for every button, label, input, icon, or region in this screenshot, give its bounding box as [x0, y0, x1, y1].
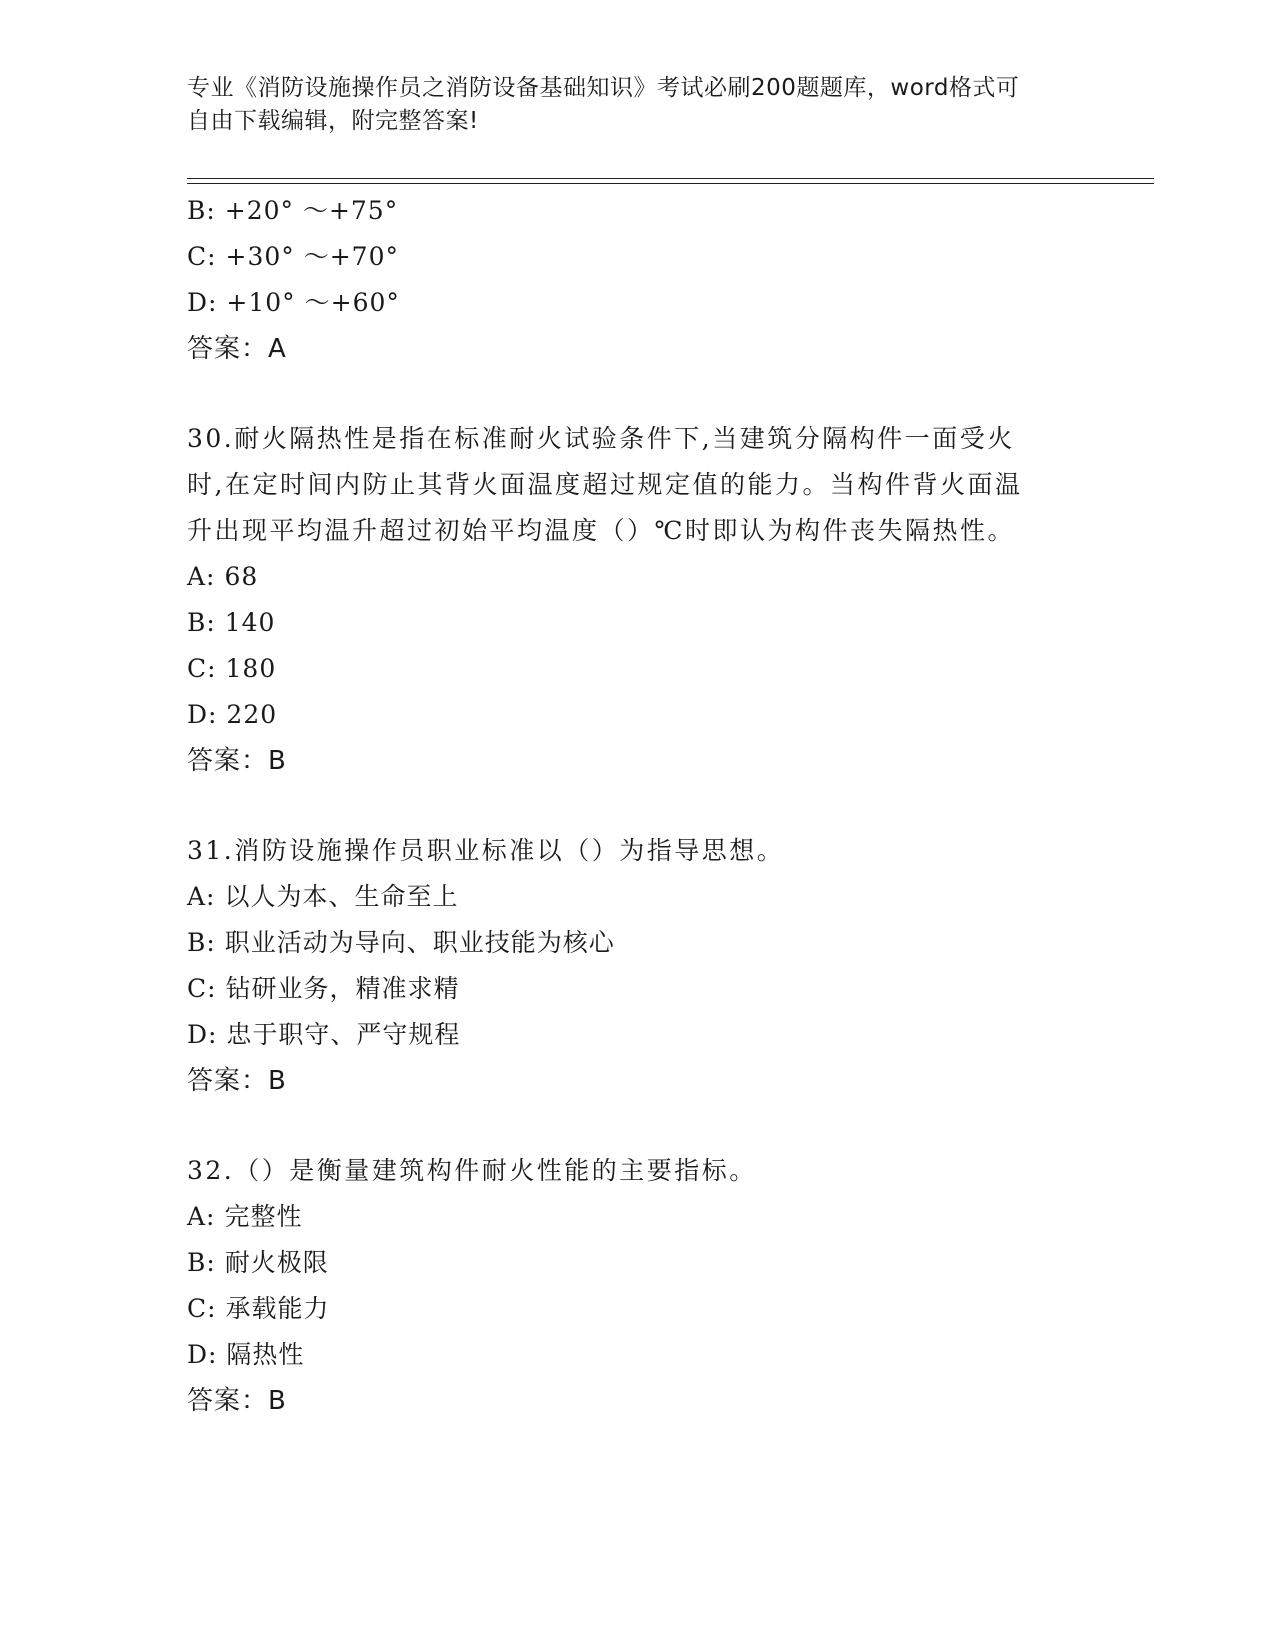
option-c — [187, 1286, 1087, 1332]
answer-line: 答案：B — [187, 746, 287, 776]
option-text: 140 — [224, 608, 276, 637]
question-block-30 — [187, 416, 1087, 784]
question-block-31 — [187, 828, 1087, 1104]
option-c — [187, 966, 1087, 1012]
option-b — [187, 920, 1087, 966]
header-line-2: 自由下载编辑，附完整答案! — [187, 108, 479, 134]
header-line-1: 专业《消防设施操作员之消防设备基础知识》考试必刷200题题库，word格式可 — [187, 75, 1020, 101]
option-text: 68 — [224, 562, 259, 591]
option-label: D: — [187, 700, 218, 729]
option-text: +20° ～+75° — [224, 196, 399, 225]
option-text: 钻研业务，精准求精 — [225, 974, 460, 1003]
option-label: D: — [187, 1340, 218, 1369]
option-label: D: — [187, 288, 218, 317]
option-a — [187, 874, 1087, 920]
option-text: 耐火极限 — [224, 1248, 329, 1277]
option-text: +10° ～+60° — [226, 288, 400, 317]
question-block-prev — [187, 188, 1087, 372]
answer-line: 答案：B — [187, 1386, 287, 1416]
answer-line: 答案：B — [187, 1066, 287, 1096]
stem-line: 32.（）是衡量建筑构件耐火性能的主要指标。 — [187, 1156, 757, 1185]
question-stem — [187, 416, 1087, 554]
option-label: C: — [187, 654, 217, 683]
option-b — [187, 1240, 1087, 1286]
option-b — [187, 188, 1087, 234]
option-label: A: — [187, 882, 216, 911]
answer-line: 答案：A — [187, 334, 287, 364]
option-label: C: — [187, 1294, 217, 1323]
question-stem — [187, 1148, 1087, 1194]
option-d — [187, 1012, 1087, 1058]
option-text: 承载能力 — [225, 1294, 330, 1323]
question-stem — [187, 828, 1087, 874]
stem-line: 升出现平均温升超过初始平均温度（）℃时即认为构件丧失隔热性。 — [187, 516, 1015, 545]
option-text: +30° ～+70° — [225, 242, 399, 271]
option-label: B: — [187, 196, 216, 225]
option-text: 隔热性 — [226, 1340, 305, 1369]
stem-line: 时,在定时间内防止其背火面温度超过规定值的能力。当构件背火面温 — [187, 470, 1023, 499]
option-b — [187, 600, 1087, 646]
option-label: B: — [187, 608, 216, 637]
option-label: B: — [187, 1248, 216, 1277]
option-label: A: — [187, 562, 216, 591]
header-divider-bottom — [187, 183, 1154, 184]
question-block-32 — [187, 1148, 1087, 1424]
option-text: 180 — [225, 654, 277, 683]
document-header — [187, 72, 1087, 138]
option-label: C: — [187, 242, 217, 271]
stem-line: 31.消防设施操作员职业标准以（）为指导思想。 — [187, 836, 785, 865]
option-text: 以人为本、生命至上 — [224, 882, 459, 911]
stem-line: 30.耐火隔热性是指在标准耐火试验条件下,当建筑分隔构件一面受火 — [187, 424, 1015, 453]
option-label: B: — [187, 928, 216, 957]
option-label: A: — [187, 1202, 216, 1231]
option-d — [187, 1332, 1087, 1378]
option-a — [187, 1194, 1087, 1240]
option-c — [187, 234, 1087, 280]
option-a — [187, 554, 1087, 600]
option-d — [187, 280, 1087, 326]
option-d — [187, 692, 1087, 738]
option-text: 220 — [226, 700, 278, 729]
option-text: 完整性 — [224, 1202, 303, 1231]
option-label: C: — [187, 974, 217, 1003]
option-c — [187, 646, 1087, 692]
question-list — [187, 188, 1087, 1424]
header-divider-top — [187, 178, 1154, 179]
option-text: 忠于职守、严守规程 — [226, 1020, 461, 1049]
option-label: D: — [187, 1020, 218, 1049]
option-text: 职业活动为导向、职业技能为核心 — [224, 928, 615, 957]
